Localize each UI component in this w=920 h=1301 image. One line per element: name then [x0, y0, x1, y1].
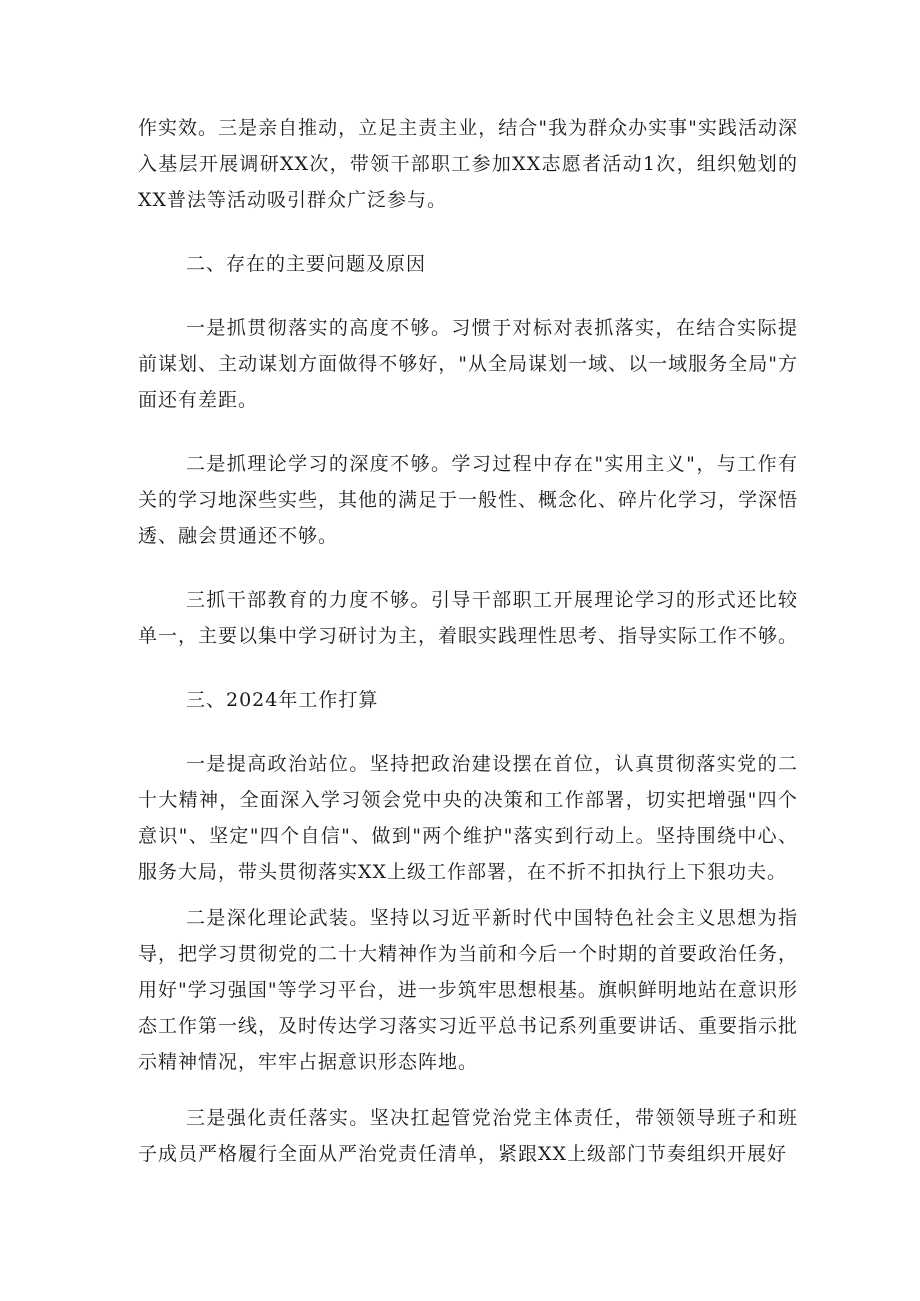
paragraph-problem-3: 三抓干部教育的力度不够。引导干部职工开展理论学习的形式还比较单一，主要以集中学习研讨为主，着眼实践理性思考、指导实际工作不够。 — [138, 589, 799, 647]
section-heading-problems: 二、存在的主要问题及原因 — [186, 253, 427, 275]
paragraph-plan-1: 一是提高政治站位。坚持把政治建设摆在首位，认真贯彻落实党的二十大精神，全面深入学习领会党中央的决策和工作部署，切实把增强"四个意识"、坚定"四个自信"、做到"两个维护"落实到行动上。坚持围绕中心、服务大局，带头贯彻落实XX上级工作部署，在不折不扣执行上下狠功夫。 — [138, 753, 798, 883]
section-heading-plans: 三、2024年工作打算 — [186, 689, 379, 711]
paragraph-plan-2: 二是深化理论武装。坚持以习近平新时代中国特色社会主义思想为指导，把学习贯彻党的二十大精神作为当前和今后一个时期的首要政治任务，用好"学习强国"等学习平台，进一步筑牢思想根基。旗帜鲜明地站在意识形态工作第一线，及时传达学习落实习近平总书记系列重要讲话、重要指示批示精神情况，牢牢占据意识形态阵地。 — [138, 907, 799, 1073]
continuation-paragraph: 作实效。三是亲自推动，立足主责主业，结合"我为群众办实事"实践活动深入基层开展调研XX次，带领干部职工参加XX志愿者活动1次，组织勉划的XX普法等活动吸引群众广泛参与。 — [138, 117, 798, 211]
paragraph-plan-3: 三是强化责任落实。坚决扛起管党治党主体责任，带领领导班子和班子成员严格履行全面从严治党责任清单，紧跟XX上级部门节奏组织开展好 — [138, 1107, 798, 1165]
paragraph-problem-2: 二是抓理论学习的深度不够。学习过程中存在"实用主义"，与工作有关的学习地深些实些，其他的满足于一般性、概念化、碎片化学习，学深悟透、融会贯通还不够。 — [138, 453, 799, 547]
paragraph-problem-1: 一是抓贯彻落实的高度不够。习惯于对标对表抓落实，在结合实际提前谋划、主动谋划方面做得不够好，"从全局谋划一域、以一域服务全局"方面还有差距。 — [138, 317, 798, 411]
